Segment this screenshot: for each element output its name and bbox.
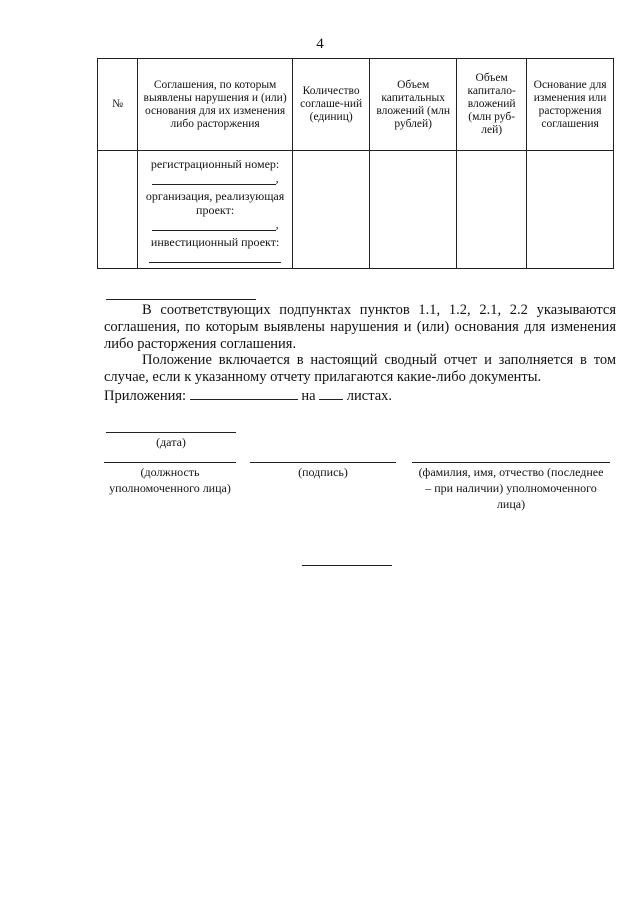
page-number: 4 (316, 36, 324, 52)
cell-agreement-details (138, 151, 293, 269)
reg-number-comma: , (275, 170, 279, 185)
footnote-rule (106, 299, 256, 300)
organization-blank (152, 219, 276, 231)
date-label: (дата) (156, 435, 186, 449)
position-label: (должность уполномоченного лица) (109, 465, 231, 495)
header-capital-volume: Объем капитальных вложений (млн рублей) (370, 59, 457, 151)
table-row (98, 151, 614, 269)
cell-investment-volume (457, 151, 527, 269)
date-line (106, 432, 236, 433)
header-investment-volume: Объем капитало-вложений (млн руб-лей) (457, 59, 527, 151)
project-blank (149, 251, 281, 263)
reg-number-label: регистрационный номер: (150, 156, 280, 171)
cell-number (98, 151, 138, 269)
position-line (104, 462, 236, 463)
cell-capital-volume (370, 151, 457, 269)
cell-quantity (293, 151, 370, 269)
end-rule (302, 565, 392, 566)
table-header-row (98, 59, 614, 151)
attachments-line (104, 387, 616, 405)
sheets-count-blank (319, 387, 343, 400)
violations-table (97, 58, 614, 269)
header-agreements: Соглашения, по которым выявлены нарушения и (или) основания для их изменения либо расторжения (138, 59, 293, 151)
full-name-line (412, 462, 610, 463)
attachments-label: Приложения: (104, 388, 187, 404)
header-basis: Основание для изменения или расторжения соглашения (527, 59, 614, 151)
on-label: на (301, 388, 316, 404)
project-label: инвестиционный проект: (150, 234, 280, 249)
full-name-label: (фамилия, имя, отчество (последнее – при наличии) уполномоченного лица) (418, 465, 604, 511)
header-quantity: Количество соглаше-ний (единиц) (293, 59, 370, 151)
sheets-label: листах. (346, 388, 393, 404)
header-number: № (98, 59, 138, 151)
organization-label: организация, реализующая проект: (145, 188, 285, 217)
attachments-count-blank (190, 387, 298, 400)
footnote-text: В соответствующих подпунктах пунктов 1.1, 1.2, 2.1, 2.2 указываются соглашения, по которым выявлены нарушения и (или) основания для изменения либо расторжения соглашения. (104, 302, 616, 352)
organization-comma: , (275, 216, 279, 231)
reg-number-blank (152, 173, 276, 185)
cell-basis (527, 151, 614, 269)
signature-label: (подпись) (298, 465, 348, 479)
signature-line (250, 462, 396, 463)
inclusion-text: Положение включается в настоящий сводный отчет и заполняется в том случае, если к указанному отчету прилагаются какие-либо документы. (104, 352, 616, 385)
